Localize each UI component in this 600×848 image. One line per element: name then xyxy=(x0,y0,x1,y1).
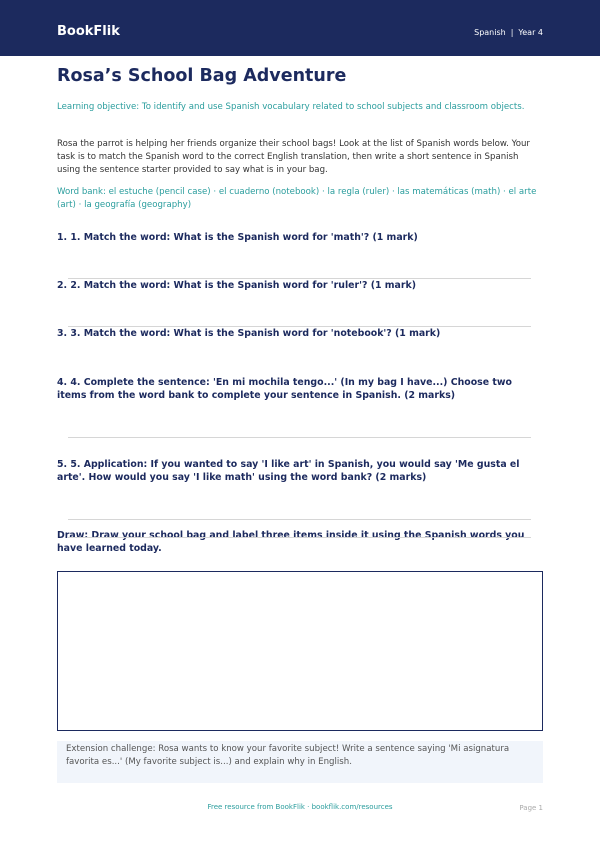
answer-line-4[interactable] xyxy=(68,437,531,438)
page-title: Rosa’s School Bag Adventure xyxy=(57,66,347,86)
answer-line-draw[interactable] xyxy=(68,537,531,538)
word-bank: Word bank: el estuche (pencil case) · el cuaderno (notebook) · la regla (ruler) · las matemáticas (math) · el arte (art) · la geografía (geography) xyxy=(57,187,537,210)
extension-challenge-text: Extension challenge: Rosa wants to know your favorite subject! Write a sentence saying 'Mi asignatura favorita es...' (My favorite subject is...) and explain why in English. xyxy=(66,744,510,767)
page-number: Page 1 xyxy=(519,804,543,812)
question-3: 3. 3. Match the word: What is the Spanish word for 'notebook'? (1 mark) xyxy=(57,328,441,339)
footer-resource-link[interactable]: Free resource from BookFlik · bookflik.com/resources xyxy=(207,803,393,811)
answer-line-5[interactable] xyxy=(68,519,531,520)
learning-objective: Learning objective: To identify and use Spanish vocabulary related to school subjects and classroom objects. xyxy=(57,102,525,112)
worksheet-meta xyxy=(474,28,543,38)
header-bar xyxy=(0,0,600,56)
question-1: 1. 1. Match the word: What is the Spanish word for 'math'? (1 mark) xyxy=(57,232,418,243)
draw-prompt: Draw: Draw your school bag and label three items inside it using the Spanish words you have learned today. xyxy=(57,530,525,554)
subject-label: Spanish xyxy=(474,28,506,37)
year-label: Year 4 xyxy=(518,28,543,37)
intro-text: Rosa the parrot is helping her friends organize their school bags! Look at the list of Spanish words below. Your task is to match the Spanish word to the correct English translation, then write a short sentence in Spanish using the sentence starter provided to say what is in your bag. xyxy=(57,139,530,175)
drawing-area[interactable] xyxy=(57,571,543,731)
question-2: 2. 2. Match the word: What is the Spanish word for 'ruler'? (1 mark) xyxy=(57,280,417,291)
question-5: 5. 5. Application: If you wanted to say 'I like art' in Spanish, you would say 'Me gusta el arte'. How would you say 'I like math' using the word bank? (2 marks) xyxy=(57,459,520,483)
extension-challenge-box xyxy=(57,741,543,783)
brand-logo[interactable]: BookFlik xyxy=(57,24,120,39)
question-4: 4. 4. Complete the sentence: 'En mi mochila tengo...' (In my bag I have...) Choose two items from the word bank to complete your sentence in Spanish. (2 marks) xyxy=(57,377,512,401)
meta-separator: | xyxy=(510,28,514,37)
